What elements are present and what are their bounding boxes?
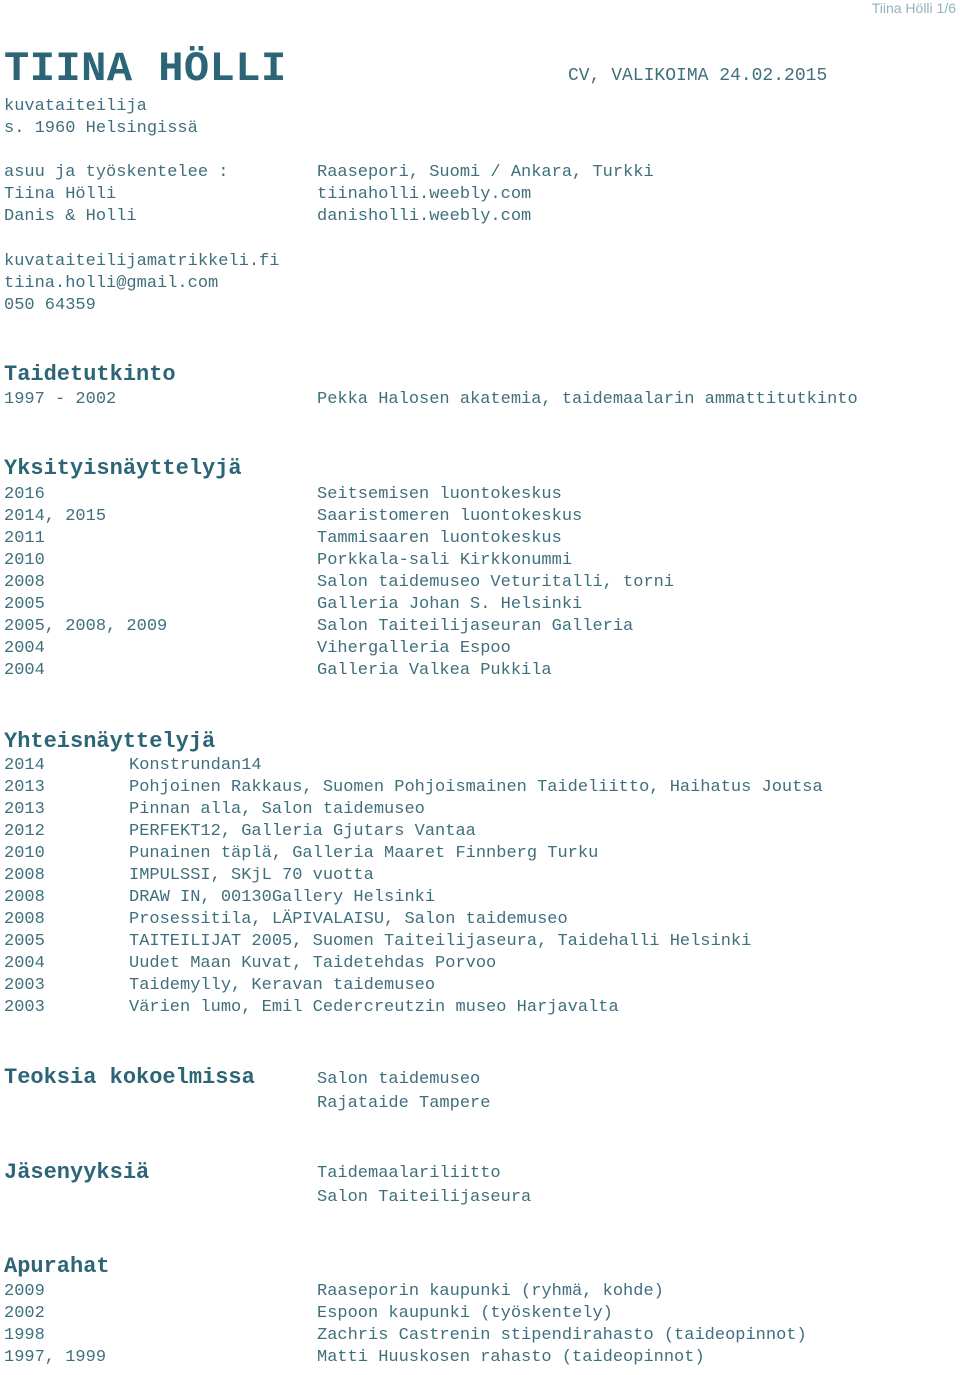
list-item xyxy=(4,295,404,317)
website-link[interactable]: danisholli.weebly.com xyxy=(317,207,532,226)
item-year: 2003 xyxy=(4,976,45,995)
item-year: 2003 xyxy=(4,998,45,1017)
list-item xyxy=(4,1303,954,1325)
list-item xyxy=(4,251,404,273)
item-text: Matti Huuskosen rahasto (taideopinnot) xyxy=(317,1348,705,1367)
list-item xyxy=(4,755,954,777)
item-year: 2014 xyxy=(4,756,45,775)
item-text: Saaristomeren luontokeskus xyxy=(317,507,583,526)
list-item xyxy=(4,909,954,931)
contact-row xyxy=(4,162,954,184)
contact-label: Tiina Hölli xyxy=(4,185,117,204)
list-item: Taidemaalariliitto xyxy=(317,1164,501,1183)
item-text: Prosessitila, LÄPIVALAISU, Salon taidemuseo xyxy=(129,910,568,929)
list-item xyxy=(4,273,404,295)
section-heading-solo: Yksityisnäyttelyjä xyxy=(4,456,242,481)
item-text: Salon Taiteilijaseuran Galleria xyxy=(317,617,634,636)
list-item xyxy=(4,638,954,660)
group-exhibitions-list xyxy=(4,755,954,1019)
item-year: 2011 xyxy=(4,529,45,548)
item-year: 2010 xyxy=(4,551,45,570)
list-item xyxy=(4,1325,954,1347)
item-year: 2008 xyxy=(4,866,45,885)
list-item xyxy=(4,887,954,909)
item-text: Pinnan alla, Salon taidemuseo xyxy=(129,800,425,819)
solo-exhibitions-list xyxy=(4,484,954,682)
list-item: Rajataide Tampere xyxy=(317,1094,491,1113)
item-year: 2013 xyxy=(4,778,45,797)
item-text: IMPULSSI, SKjL 70 vuotta xyxy=(129,866,374,885)
phone-number: 050 64359 xyxy=(4,296,96,315)
item-text: Konstrundan14 xyxy=(129,756,262,775)
item-text: Porkkala-sali Kirkkonummi xyxy=(317,551,573,570)
item-text: Uudet Maan Kuvat, Taidetehdas Porvoo xyxy=(129,954,497,973)
grants-list xyxy=(4,1281,954,1369)
page-number: Tiina Hölli 1/6 xyxy=(871,0,956,16)
item-year: 2013 xyxy=(4,800,45,819)
list-item xyxy=(4,997,954,1019)
item-year: 2016 xyxy=(4,485,45,504)
list-item xyxy=(4,528,954,550)
list-item xyxy=(4,506,954,528)
website-link[interactable]: tiinaholli.weebly.com xyxy=(317,185,532,204)
item-text: Punainen täplä, Galleria Maaret Finnberg Turku xyxy=(129,844,599,863)
item-text: Zachris Castrenin stipendirahasto (taideopinnot) xyxy=(317,1326,807,1345)
list-item xyxy=(4,799,954,821)
list-item xyxy=(4,594,954,616)
item-text: Salon taidemuseo Veturitalli, torni xyxy=(317,573,675,592)
item-text: Vihergalleria Espoo xyxy=(317,639,511,658)
item-year: 2012 xyxy=(4,822,45,841)
section-heading-grants: Apurahat xyxy=(4,1254,110,1279)
list-item xyxy=(4,1281,954,1303)
item-text: Galleria Valkea Pukkila xyxy=(317,661,552,680)
item-text: DRAW IN, 00130Gallery Helsinki xyxy=(129,888,436,907)
item-year: 2009 xyxy=(4,1282,45,1301)
list-item xyxy=(4,572,954,594)
item-year: 2004 xyxy=(4,954,45,973)
item-year: 2004 xyxy=(4,661,45,680)
list-item xyxy=(4,777,954,799)
item-text: Pekka Halosen akatemia, taidemaalarin ammattitutkinto xyxy=(317,390,858,409)
item-year: 2005, 2008, 2009 xyxy=(4,617,168,636)
list-item xyxy=(4,484,954,506)
contact-extra-list xyxy=(4,251,404,317)
list-item xyxy=(4,975,954,997)
item-text: Värien lumo, Emil Cedercreutzin museo Harjavalta xyxy=(129,998,619,1017)
item-year: 1998 xyxy=(4,1326,45,1345)
page-title: TIINA HÖLLI xyxy=(4,45,287,93)
matrikkeli-link[interactable]: kuvataiteilijamatrikkeli.fi xyxy=(4,252,280,271)
birth-info: s. 1960 Helsingissä xyxy=(4,119,198,138)
item-text: Tammisaaren luontokeskus xyxy=(317,529,562,548)
contact-value: Raasepori, Suomi / Ankara, Turkki xyxy=(317,163,654,182)
item-year: 2008 xyxy=(4,910,45,929)
item-year: 2005 xyxy=(4,932,45,951)
list-item xyxy=(4,931,954,953)
section-heading-collections: Teoksia kokoelmissa xyxy=(4,1065,255,1090)
list-item xyxy=(4,550,954,572)
item-text: Galleria Johan S. Helsinki xyxy=(317,595,583,614)
memberships-list xyxy=(317,1162,531,1210)
item-year: 2008 xyxy=(4,573,45,592)
section-heading-memberships: Jäsenyyksiä xyxy=(4,1160,150,1185)
item-year: 2005 xyxy=(4,595,45,614)
item-year: 2014, 2015 xyxy=(4,507,107,526)
item-text: Espoon kaupunki (työskentely) xyxy=(317,1304,613,1323)
item-year: 2008 xyxy=(4,888,45,907)
collections-list xyxy=(317,1068,490,1116)
education-list xyxy=(4,389,954,411)
item-year: 2002 xyxy=(4,1304,45,1323)
item-text: Seitsemisen luontokeskus xyxy=(317,485,562,504)
list-item xyxy=(4,953,954,975)
email-link[interactable]: tiina.holli@gmail.com xyxy=(4,274,219,293)
list-item xyxy=(4,821,954,843)
profession: kuvataiteilija xyxy=(4,97,147,116)
list-item xyxy=(4,616,954,638)
list-item xyxy=(4,660,954,682)
contact-row xyxy=(4,206,954,228)
item-text: Taidemylly, Keravan taidemuseo xyxy=(129,976,436,995)
item-text: Raaseporin kaupunki (ryhmä, kohde) xyxy=(317,1282,664,1301)
list-item: Salon taidemuseo xyxy=(317,1070,481,1089)
item-text: Pohjoinen Rakkaus, Suomen Pohjoismainen Taideliitto, Haihatus Joutsa xyxy=(129,778,823,797)
contact-list xyxy=(4,162,954,228)
section-heading-education: Taidetutkinto xyxy=(4,362,176,387)
list-item: Salon Taiteilijaseura xyxy=(317,1188,532,1207)
list-item xyxy=(4,389,954,411)
item-year: 1997, 1999 xyxy=(4,1348,107,1367)
item-text: PERFEKT12, Galleria Gjutars Vantaa xyxy=(129,822,476,841)
list-item xyxy=(4,843,954,865)
item-year: 2004 xyxy=(4,639,45,658)
contact-label: asuu ja työskentelee : xyxy=(4,163,229,182)
section-heading-group: Yhteisnäyttelyjä xyxy=(4,729,216,754)
item-year: 2010 xyxy=(4,844,45,863)
list-item xyxy=(4,1347,954,1369)
item-text: TAITEILIJAT 2005, Suomen Taiteilijaseura, Taidehalli Helsinki xyxy=(129,932,752,951)
item-year: 1997 - 2002 xyxy=(4,390,117,409)
contact-row xyxy=(4,184,954,206)
list-item xyxy=(4,865,954,887)
contact-label: Danis & Holli xyxy=(4,207,137,226)
cv-date-label: CV, VALIKOIMA 24.02.2015 xyxy=(568,66,828,86)
